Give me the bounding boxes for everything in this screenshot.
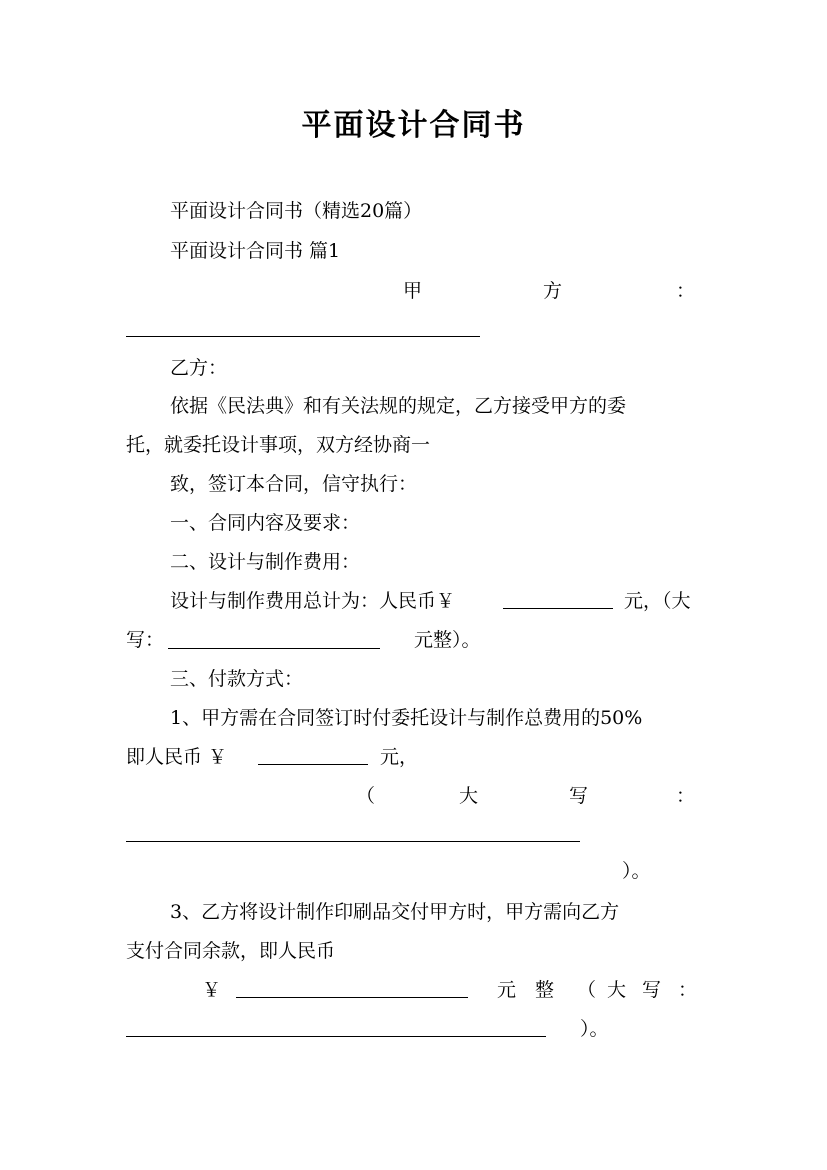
party-a-char1: 甲 bbox=[403, 280, 423, 302]
subtitle: 平面设计合同书（精选20篇） bbox=[170, 200, 423, 222]
payment-1-caps-blank bbox=[126, 841, 580, 842]
fee-caps-suffix: 元整）。 bbox=[414, 629, 481, 651]
fee-caps-blank bbox=[168, 648, 380, 649]
document-title: 平面设计合同书 bbox=[301, 108, 526, 143]
payment-3-line-1: 3、乙方将设计制作印刷品交付甲方时，甲方需向乙方 bbox=[170, 901, 620, 923]
payment-3-xie: 写 bbox=[642, 979, 662, 1001]
party-a-blank-line bbox=[126, 336, 480, 337]
party-b: 乙方： bbox=[170, 357, 228, 379]
basis-paragraph-line-2: 托，就委托设计事项，双方经协商一 bbox=[126, 434, 431, 456]
item-payment-method: 三、付款方式： bbox=[170, 668, 304, 690]
caps-close-paren: ）。 bbox=[622, 860, 651, 882]
caps-colon: ： bbox=[676, 785, 696, 807]
fee-amount-blank bbox=[503, 608, 613, 609]
payment-3-yuan: 元 bbox=[497, 979, 517, 1001]
party-a-colon: ： bbox=[676, 280, 696, 302]
payment-3-line-2: 支付合同余款，即人民币 bbox=[126, 940, 336, 962]
payment-3-close-paren: ）。 bbox=[580, 1018, 609, 1040]
payment-3-da: 大 bbox=[607, 979, 627, 1001]
fee-line-suffix: 元，（大 bbox=[624, 590, 691, 612]
payment-1-line-2-prefix: 即人民币 ￥ bbox=[126, 746, 228, 768]
payment-3-amount-blank bbox=[236, 997, 468, 998]
fee-line-prefix: 设计与制作费用总计为：人民币￥ bbox=[170, 590, 456, 612]
party-a-char2: 方 bbox=[543, 280, 563, 302]
basis-paragraph-line-3: 致，签订本合同，信守执行： bbox=[170, 473, 418, 495]
item-design-fee: 二、设计与制作费用： bbox=[170, 551, 361, 573]
payment-3-caps-blank bbox=[126, 1036, 546, 1037]
payment-1-amount-blank bbox=[258, 764, 368, 765]
caps-da: 大 bbox=[459, 785, 479, 807]
payment-1-line-1: 1、甲方需在合同签订时付委托设计与制作总费用的50% bbox=[170, 707, 643, 729]
payment-3-colon: ： bbox=[678, 979, 698, 1001]
caps-open-paren: （ bbox=[356, 785, 376, 807]
fee-caps-prefix: 写： bbox=[126, 629, 165, 651]
payment-3-zheng: 整 bbox=[535, 979, 555, 1001]
payment-3-open-paren: （ bbox=[577, 979, 597, 1001]
item-contract-content: 一、合同内容及要求： bbox=[170, 512, 361, 534]
payment-1-line-2-suffix: 元， bbox=[380, 746, 419, 768]
basis-paragraph-line-1: 依据《民法典》和有关法规的规定，乙方接受甲方的委 bbox=[170, 395, 627, 417]
payment-3-yen: ￥ bbox=[202, 979, 222, 1001]
caps-xie: 写 bbox=[569, 785, 589, 807]
section-heading: 平面设计合同书 篇1 bbox=[170, 240, 341, 262]
